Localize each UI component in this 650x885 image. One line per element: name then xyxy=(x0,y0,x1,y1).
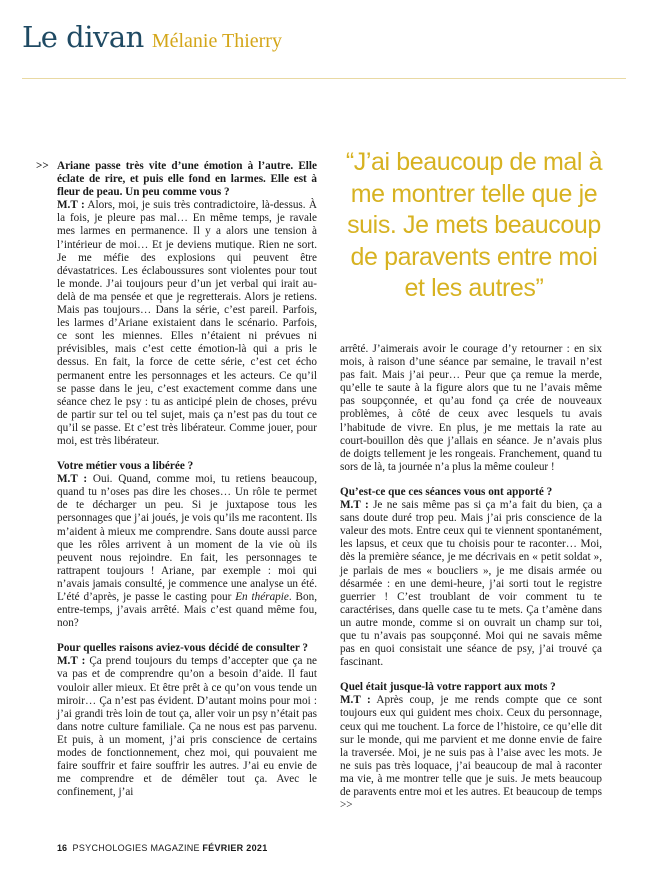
series-title: En thérapie xyxy=(235,591,289,603)
answer-3-continued: arrêté. J’aimerais avoir le courage d’y retourner : en six mois, à raison d’une séance par semaine, le travail n’est pas fait. Mais j’ai peur… Peur que ça remue la merde, qu’elle te saute à la figure alors que tu ne l’avais même pas soupçonnée, et qu’au fond ça crée de nouveaux problèmes, à côté de ceux avec lesquels tu avais l’habitude de vivre. En plus, je me mettais la rate au court-bouillon dès que j’allais en séance. Je n’avais plus de doigts tellement je les rongeais. Franchement, quand tu sors de là, ta journée n’a plus la même couleur ! xyxy=(340,343,602,473)
question-4: Qu’est-ce que ces séances vous ont apporté ? xyxy=(340,485,553,498)
speaker-label: M.T : xyxy=(340,499,369,512)
page-header xyxy=(22,20,282,54)
speaker-label: M.T : xyxy=(57,199,85,212)
magazine-name: PSYCHOLOGIES MAGAZINE xyxy=(72,843,200,853)
issue-date: FÉVRIER 2021 xyxy=(202,843,268,853)
answer-4-text: Je ne sais même pas si ça m’a fait du bien, ça a sans doute duré trop peu. Mais j’ai pris conscience de la valeur des mots. Entre ceux qui te viennent spontanément, les lapsus, et ceux que tu choisis pour te raconter… Moi, dès la première séance, je me décrivais en « petit soldat », je parlais de mes « boucliers », je me disais armée ou désarmée : en une demi-heure, j’ai sorti tout le registre guerrier ! C’est troublant de voir comment tu te caractérises, dans quelle case tu te mets. Ça t’amène dans un autre monde, comme si on ouvrait un champ sur toi, que tu n’avais pas soupçonné. Moi qui ne savais même pas en quoi consistait une séance de psy, j’ai trouvé ça fascinant. xyxy=(340,499,603,669)
speaker-label: M.T : xyxy=(57,655,86,668)
speaker-label: M.T : xyxy=(57,473,88,486)
page-number: 16 xyxy=(57,843,68,853)
question-5: Quel était jusque-là votre rapport aux mots ? xyxy=(340,681,556,694)
question-3: Pour quelles raisons aviez-vous décidé de consulter ? xyxy=(57,642,308,655)
speaker-label: M.T : xyxy=(340,694,371,707)
lead-marker: >> xyxy=(36,160,49,172)
text-column-right xyxy=(340,343,602,812)
answer-1 xyxy=(57,199,317,448)
answer-2 xyxy=(57,473,317,630)
section-title: Le divan xyxy=(22,20,144,54)
answer-4 xyxy=(340,499,602,669)
page-footer xyxy=(57,843,268,853)
answer-3-text: Ça prend toujours du temps d’accepter que ça ne va pas et de comprendre qu’on a besoin d’aide. Il faut vouloir aller mieux. Et être prêt à ce qu’on vous tende un miroir… Ça n’est pas évident. D’autant moins pour moi : j’ai grandi très loin de tout ça, aller voir un psy n’était pas dans notre culture familiale. Ça ne nous est pas parvenu. Et puis, à un moment, j’ai pris conscience de certains modes de fonctionnement, chez moi, qui pouvaient me faire souffrir et faire souffrir les autres. J’ai eu envie de me comprendre et de démêler tout ça. Avec le confinement, j’ai xyxy=(57,655,318,799)
answer-1-text: Alors, moi, je suis très contradictoire, là-dessus. À la fois, je pleure pas mal… En même temps, je ravale mes larmes en permanence. Il y a alors une tension à l’intérieur de moi… Et je deviens mutique. Rien ne sort. Je me méfie des explosions qui peuvent être dévastatrices. Les éclaboussures sont violentes pour tout le monde. J’ai toujours peur d’un jet verbal qui irait au-delà de ma pensée et que je regretterais. Alors je retiens. Mais pas toujours… Dans la série, c’est pareil. Parfois, les larmes d’Ariane existaient dans le scénario. Parfois, ce sont les miennes. Elles n’étaient ni prévues ni prévisibles, mais c’est cette émotion-là qui a pris le dessus. En fait, la force de cette série, c’est cet écho permanent entre les personnages et les acteurs. Ce qu’il se passe dans le jeu, c’est exactement comme dans une séance chez le psy : tu as anticipé plein de choses, prévu de partir sur tel ou tel sujet, mais ça n’est pas du tout ce qu’il se passe. Et c’est très libérateur. Comme jouer, pour moi, est très libérateur. xyxy=(57,199,317,447)
answer-2-text-end: . Bon, entre-temps, j’avais arrêté. Mais c’est quand même fou, non? xyxy=(57,591,317,630)
answer-2-text-start: Oui. Quand, comme moi, tu retiens beaucoup, quand tu n’oses pas dire les choses… Un rôle te permet de te décharger un peu. Si je juxtapose tous les personnages que j’ai joués, je vois qu’ils me racontent. Ils m’aident à mieux me comprendre. Sans doute aussi parce que les rôles arrivent à un moment de la vie où ils peuvent nous rejoindre. En fait, les personnages te rattrapent toujours ! Ariane, par exemple : moi qui n’avais jamais consulté, je commence une analyse un été. L’été d’après, je passe le casting pour xyxy=(57,473,318,603)
question-2: Votre métier vous a libérée ? xyxy=(57,460,194,473)
question-1-text: Ariane passe très vite d’une émotion à l’autre. Elle éclate de rire, et puis elle fond en larmes. Elle est à fleur de peau. Un peu comme vous ? xyxy=(57,160,317,199)
interviewee-name: Mélanie Thierry xyxy=(151,30,282,52)
pull-quote: “J’ai beaucoup de mal à me montrer telle que je suis. Je mets beaucoup de paravents entre moi et les autres” xyxy=(345,148,603,302)
continue-marker: >> xyxy=(340,799,353,812)
answer-3 xyxy=(57,655,317,799)
text-column-left xyxy=(36,160,318,799)
question-1 xyxy=(36,160,317,199)
answer-5 xyxy=(340,694,602,812)
header-divider xyxy=(22,78,626,79)
answer-5-text: Après coup, je me rends compte que ce sont toujours eux qui guident mes choix. Ceux du personnage, ceux qui me touchent. La force de l’histoire, ce qu’elle dit sur le monde, qui me parvient et me donne envie de faire la traversée. Moi, je ne suis pas à l’aise avec les mots. Je ne suis pas très loquace, j’ai beaucoup de mal à raconter ma vie, à me montrer telle que je suis. Je mets beaucoup de paravents entre moi et les autres. Et beaucoup de temps xyxy=(340,694,602,798)
